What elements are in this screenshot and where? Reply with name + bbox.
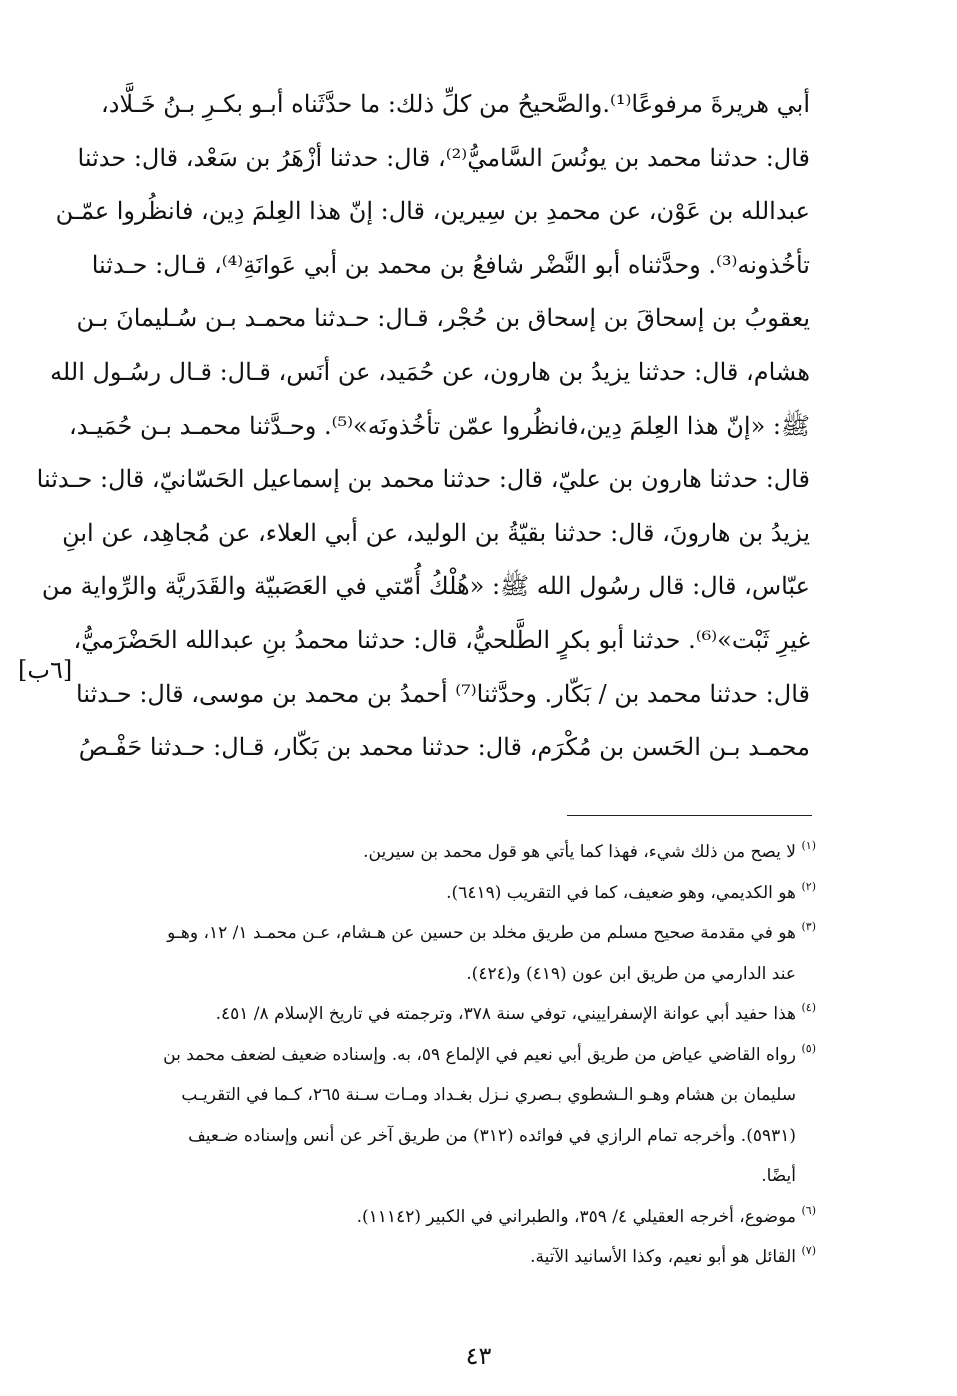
footnote-body [100,1035,796,1197]
footnote [100,1035,816,1197]
footnote-line: هو الكديمي، وهو ضعيف، كما في التقريب (٦٤١٩). [446,882,796,903]
text-line: عبدالله بن عَوْن، عن محمدِ بن سِيرين، قال: إنّ هذا العِلمَ دِين، فانظُروا عمّـن [55,197,810,226]
footnote [100,873,816,914]
footnote-number: (٤) [801,1001,816,1014]
text-line: يعقوبُ بن إسحاقَ بن إسحاق بن حُجْر، قـال: حـدثنا محمـد بـن سُـليمانَ بـن [76,304,810,333]
text-line: تأخُذونه⁽³⁾. وحدَّثناه أبو النَّضْر شافعُ بن محمد بن أبي عَوانَةِ⁽⁴⁾، قـال: حـدثنا [91,250,810,279]
page-number: ٤٣ [465,1342,492,1370]
footnote-line: أيضًا. [761,1166,796,1186]
text-line: غيرِ ثَبْت»⁽⁶⁾. حدثنا أبو بكرٍ الطَّلحيُّ، قال: حدثنا محمدُ بنِ عبدالله الحَضْرَميُّ، [73,625,810,654]
footnote-number: (٢) [801,879,816,893]
footnote-line: رواه القاضي عياض من طريق أبي نعيم في الإلماع ٥٩، به. وإسناده ضعيف لضعف محمد بن [163,1044,796,1065]
footnote-line: هذا حفيد أبي عوانة الإسفراييني، توفي سنة ٣٧٨، وترجمته في تاريخ الإسلام ٨/ ٤٥١. [215,1004,796,1024]
text-line: قال: حدثنا محمد بن / بَكّار. وحدَّثنا⁽⁷⁾ أحمدُ بن محمد بن موسى، قال: حـدثنا [76,679,810,708]
footnote-body [100,1197,796,1238]
footnote-separator [567,815,812,816]
footnote [100,1197,816,1238]
footnote-number: (٣) [801,920,816,933]
footnote-body [100,873,796,914]
footnote-body [100,994,796,1035]
footnote-number: (١) [801,839,816,852]
footnote-body [100,1237,796,1278]
footnote-number: (٥) [801,1041,816,1055]
footnotes [100,832,816,1278]
footnote [100,832,816,873]
text-line: عبّاس، قال: قال رسُول الله ﷺ: «هُلْكُ أُمّتي في العَصَبيّة والقَدَريَّة والرِّواية من [41,572,810,601]
footnote-line: موضوع، أخرجه العقيلي ٤/ ٣٥٩، والطبراني في الكبير (١١١٤٢). [356,1206,796,1227]
manuscript-folio-marker: [٦ب] [18,656,73,684]
footnote-number: (٦) [801,1203,816,1217]
footnote-number: (٧) [801,1244,816,1257]
footnote-line: (٥٩٣١). وأخرجه تمام الرازي في فوائده (٣١٢) من طريق آخر عن أنس وإسناده ضـعيف [188,1125,796,1146]
text-line: قال: حدثنا محمد بن يونُسَ السَّاميُّ⁽²⁾، قال: حدثنا أزْهَرُ بن سَعْد، قال: حدثنا [77,143,810,172]
footnote [100,1237,816,1278]
footnote-line: القائل هو أبو نعيم، وكذا الأسانيد الآتية. [530,1247,796,1267]
footnote-line: سليمان بن هشام وهـو الـشطوي بـصري نـزل بغـداد ومـات سـنة ٢٦٥، كـما في التقريـب [181,1085,796,1105]
footnote [100,994,816,1035]
text-line: قال: حدثنا هارون بن عليّ، قال: حدثنا محمد بن إسماعيل الحَسّانيّ، قال: حـدثنا [36,465,810,494]
footnote-line: لا يصح من ذلك شيء، فهذا كما يأتي هو قول محمد بن سيرين. [363,842,796,862]
text-line: يزيدُ بن هارونَ، قال: حدثنا بقيّةُ بن الوليد، عن أبي العلاء، عن مُجاهِد، عن ابنِ [62,518,810,547]
text-line: أبي هريرةَ مرفوعًا⁽¹⁾.والصَّحيحُ من كلِّ ذلك: ما حدَّثَناه أبـو بكـرِ بـنُ خَـلَّاد، [101,90,810,118]
text-line: ﷺ: «إنّ هذا العِلمَ دِين،فانظُروا عمّن تأخُذونَه»⁽⁵⁾. وحـدَّثنا محمـد بـن حُمَيـد، [69,411,810,440]
footnote-line: هو في مقدمة صحيح مسلم من طريق مخلد بن حسين عن هـشام، عـن محمـد ١/ ١٢، وهـو [167,923,796,943]
text-line: هشام، قال: حدثنا يزيدُ بن هارون، عن حُمَيد، عن أنَس، قـال: قـال رسُـول الله [50,357,810,386]
footnote [100,913,816,994]
footnote-line: عند الدارمي من طريق ابن عون (٤١٩) و(٤٢٤). [466,963,796,984]
footnote-body [100,832,796,873]
footnote-body [100,913,796,994]
text-line: محمـد بـن الحَسن بن مُكْرَم، قال: حدثنا محمد بن بَكّار، قـال: حـدثنا حَفْـصُ [78,733,810,762]
